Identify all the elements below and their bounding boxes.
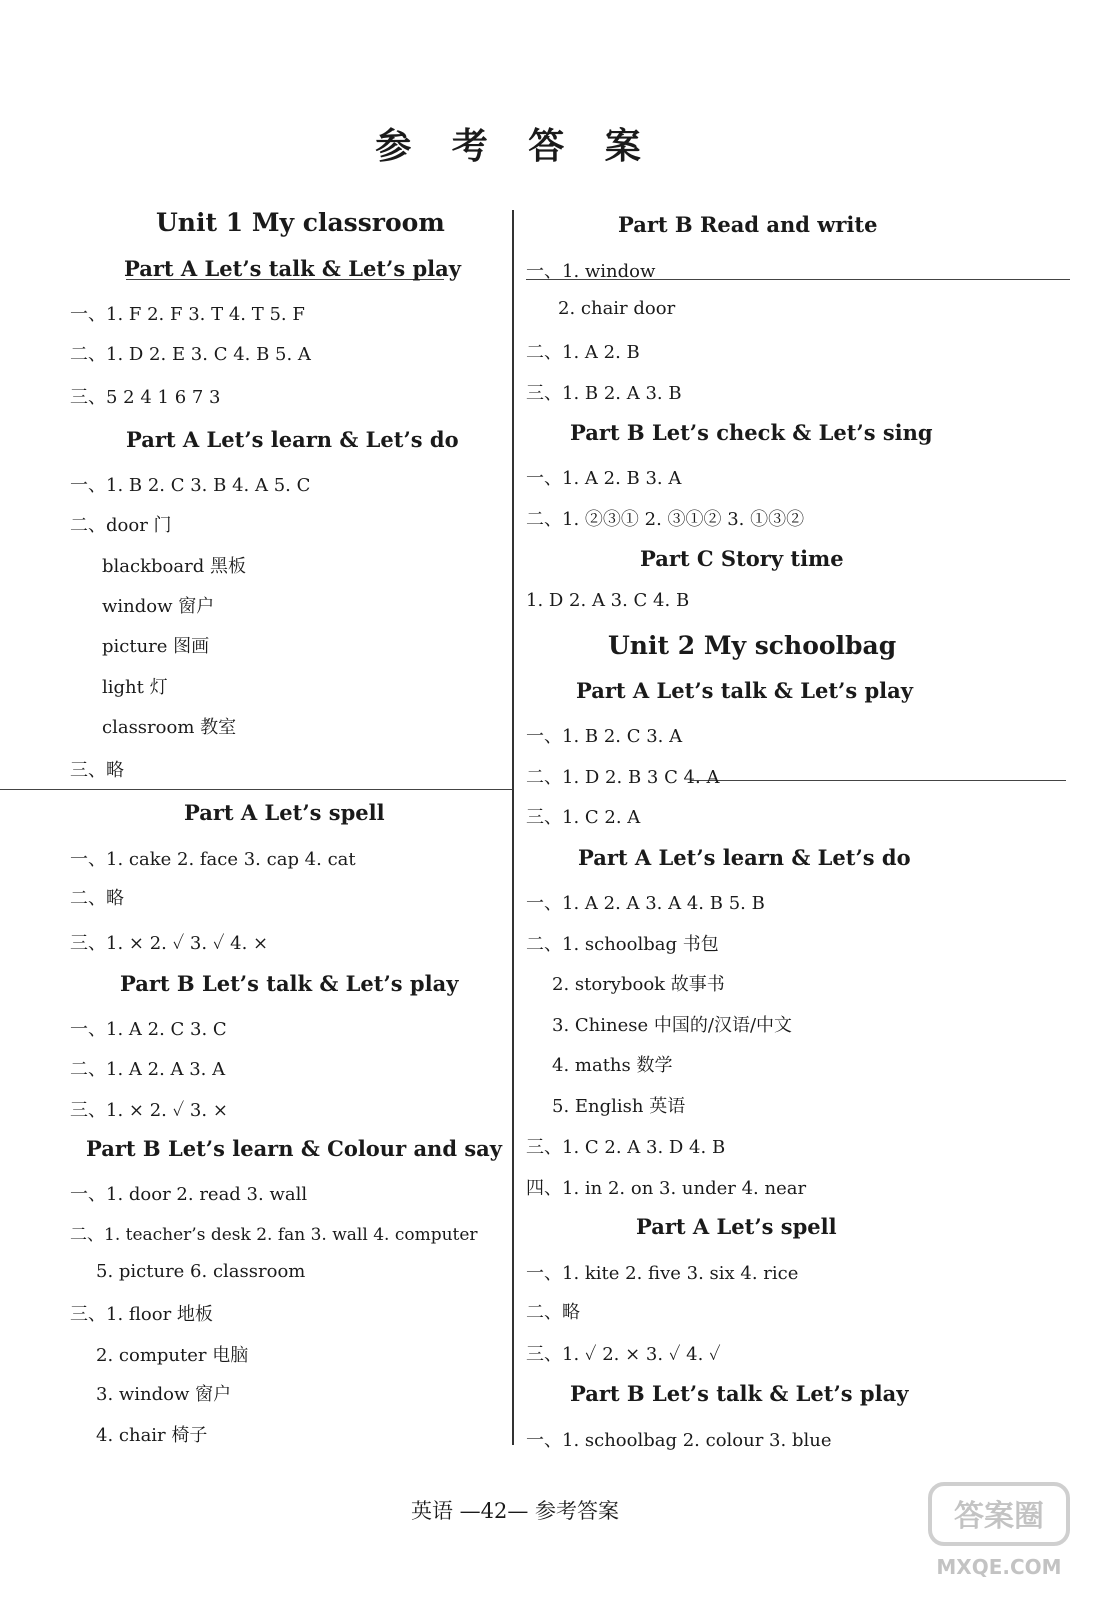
watermark-text-url: MXQE.COM bbox=[936, 1555, 1062, 1579]
answer-line: 三、1. × 2. ✓ 3. ✓ 4. × bbox=[70, 933, 269, 954]
answer-line: 5. English 英语 bbox=[552, 1096, 686, 1117]
page-footer: 英语 —42— 参考答案 bbox=[410, 1499, 620, 1523]
watermark-logo bbox=[924, 1478, 1074, 1588]
answer-line: 一、1. B 2. C 3. B 4. A 5. C bbox=[70, 475, 311, 496]
answer-line: 一、1. A 2. C 3. C bbox=[70, 1019, 227, 1040]
answer-line: window 窗户 bbox=[102, 596, 215, 617]
answer-line: 三、1. × 2. ✓ 3. × bbox=[70, 1100, 228, 1121]
answer-line: 4. maths 数学 bbox=[552, 1055, 673, 1076]
column-divider bbox=[512, 210, 514, 1445]
answer-line: 一、1. B 2. C 3. A bbox=[526, 726, 683, 747]
unit2-heading: Unit 2 My schoolbag bbox=[608, 631, 897, 660]
section-heading: Part C Story time bbox=[640, 546, 844, 571]
answer-line: 一、1. kite 2. five 3. six 4. rice bbox=[526, 1263, 799, 1284]
answer-line: 三、1. C 2. A bbox=[526, 807, 641, 828]
answer-line: 一、1. cake 2. face 3. cap 4. cat bbox=[70, 849, 356, 870]
section-heading: Part B Let’s learn & Colour and say bbox=[86, 1136, 502, 1161]
answer-line: 一、1. door 2. read 3. wall bbox=[70, 1184, 308, 1205]
section-heading: Part A Let’s talk & Let’s play bbox=[576, 678, 913, 703]
answer-line: 一、1. A 2. A 3. A 4. B 5. B bbox=[526, 893, 765, 914]
answer-line: 1. D 2. A 3. C 4. B bbox=[526, 590, 690, 611]
answer-line: blackboard 黑板 bbox=[102, 556, 246, 577]
answer-line: 二、1. D 2. B 3 C 4. A bbox=[526, 767, 720, 788]
answer-line: 二、1. teacher’s desk 2. fan 3. wall 4. computer bbox=[70, 1225, 478, 1245]
answer-line: classroom 教室 bbox=[102, 717, 237, 738]
section-heading: Part A Let’s spell bbox=[184, 800, 385, 825]
section-heading: Part B Let’s talk & Let’s play bbox=[120, 971, 459, 996]
section-heading: Part B Read and write bbox=[618, 212, 878, 237]
answer-line: 二、1. D 2. E 3. C 4. B 5. A bbox=[70, 344, 311, 365]
section-heading: Part A Let’s learn & Let’s do bbox=[578, 845, 911, 870]
answer-line: 三、1. C 2. A 3. D 4. B bbox=[526, 1137, 726, 1158]
answer-line: 二、1. schoolbag 书包 bbox=[526, 934, 719, 955]
answer-line: 三、1. floor 地板 bbox=[70, 1304, 213, 1325]
page-title: 参 考 答 案 bbox=[375, 125, 655, 167]
section-heading: Part A Let’s spell bbox=[636, 1214, 837, 1239]
watermark-text-cn: 答案圈 bbox=[954, 1499, 1044, 1534]
answer-line: picture 图画 bbox=[102, 636, 210, 657]
answer-line: 二、略 bbox=[70, 888, 124, 909]
answer-line: 二、1. A 2. A 3. A bbox=[70, 1059, 226, 1080]
section-heading: Part B Let’s check & Let’s sing bbox=[570, 420, 933, 445]
answer-line: 2. computer 电脑 bbox=[96, 1345, 249, 1366]
answer-line: 2. chair door bbox=[558, 298, 676, 319]
answer-line: 二、1. ②③① 2. ③①② 3. ①③② bbox=[526, 509, 805, 530]
answer-line: 三、5 2 4 1 6 7 3 bbox=[70, 387, 221, 408]
answer-line: 二、略 bbox=[526, 1302, 580, 1323]
answer-line: 一、1. window bbox=[526, 261, 656, 282]
answer-line: 2. storybook 故事书 bbox=[552, 974, 725, 995]
answer-line: 一、1. F 2. F 3. T 4. T 5. F bbox=[70, 304, 305, 325]
answer-line: 4. chair 椅子 bbox=[96, 1425, 208, 1446]
unit1-heading: Unit 1 My classroom bbox=[156, 208, 445, 237]
answer-line: 5. picture 6. classroom bbox=[96, 1261, 306, 1282]
answer-line: 3. window 窗户 bbox=[96, 1384, 232, 1405]
section-heading: Part A Let’s talk & Let’s play bbox=[124, 256, 461, 281]
answer-line: 四、1. in 2. on 3. under 4. near bbox=[526, 1178, 807, 1199]
answer-line: 3. Chinese 中国的/汉语/中文 bbox=[552, 1015, 793, 1036]
divider-right-mid bbox=[690, 780, 1066, 781]
section-heading: Part A Let’s learn & Let’s do bbox=[126, 427, 459, 452]
answer-line: 三、1. B 2. A 3. B bbox=[526, 383, 682, 404]
section-heading: Part B Let’s talk & Let’s play bbox=[570, 1381, 909, 1406]
divider-left-mid bbox=[0, 789, 512, 790]
answer-line: 三、略 bbox=[70, 760, 124, 781]
answer-line: 一、1. A 2. B 3. A bbox=[526, 468, 682, 489]
answer-line: 三、1. ✓ 2. × 3. ✓ 4. ✓ bbox=[526, 1344, 721, 1365]
answer-line: 二、1. A 2. B bbox=[526, 342, 640, 363]
answer-line: 一、1. schoolbag 2. colour 3. blue bbox=[526, 1430, 832, 1451]
answer-line: light 灯 bbox=[102, 677, 168, 698]
answer-line: 二、door 门 bbox=[70, 515, 172, 536]
